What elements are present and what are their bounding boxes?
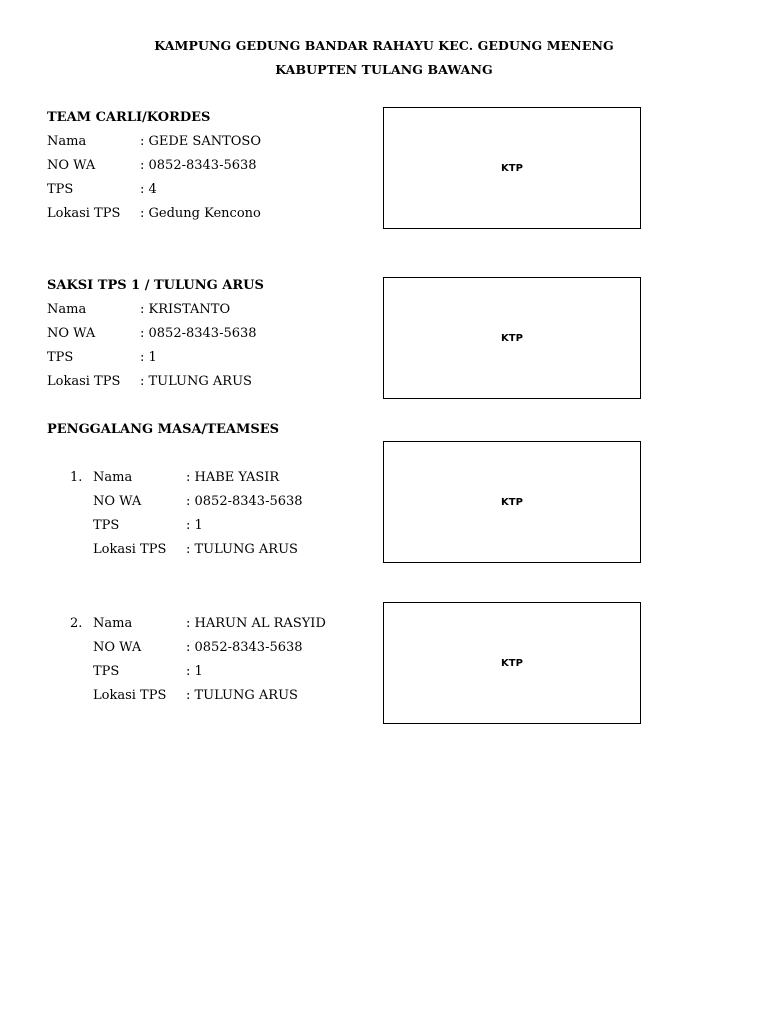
no-wa-value: : 0852-8343-5638	[186, 494, 303, 509]
document-title-line1: KAMPUNG GEDUNG BANDAR RAHAYU KEC. GEDUNG MENENG	[154, 38, 614, 53]
nama-value: : HARUN AL RASYID	[186, 616, 326, 631]
list-number: 2.	[70, 616, 83, 631]
list-number: 1.	[70, 470, 83, 485]
no-wa-label: NO WA	[47, 326, 96, 341]
ktp-photo-box-saksi	[383, 277, 641, 399]
ktp-photo-box-member1	[383, 441, 641, 563]
tps-value: : 1	[186, 664, 203, 679]
no-wa-value: : 0852-8343-5638	[186, 640, 303, 655]
ktp-label: KTP	[501, 332, 523, 344]
nama-value: : GEDE SANTOSO	[140, 134, 261, 149]
nama-label: Nama	[93, 616, 133, 631]
ktp-photo-box-member2	[383, 602, 641, 724]
tps-label: TPS	[93, 664, 120, 679]
tps-value: : 1	[186, 518, 203, 533]
ktp-label: KTP	[501, 657, 523, 669]
tps-label: TPS	[47, 350, 74, 365]
no-wa-label: NO WA	[93, 640, 142, 655]
tps-label: TPS	[47, 182, 74, 197]
lokasi-label: Lokasi TPS	[93, 542, 167, 557]
team-heading: TEAM CARLI/KORDES	[47, 110, 211, 125]
tps-value: : 4	[140, 182, 157, 197]
nama-label: Nama	[93, 470, 133, 485]
lokasi-label: Lokasi TPS	[47, 206, 121, 221]
lokasi-value: : Gedung Kencono	[140, 206, 261, 221]
no-wa-value: : 0852-8343-5638	[140, 158, 257, 173]
penggalang-heading: PENGGALANG MASA/TEAMSES	[47, 422, 280, 437]
ktp-photo-box-team	[383, 107, 641, 229]
no-wa-label: NO WA	[93, 494, 142, 509]
lokasi-value: : TULUNG ARUS	[186, 542, 298, 557]
no-wa-value: : 0852-8343-5638	[140, 326, 257, 341]
nama-label: Nama	[47, 134, 87, 149]
nama-label: Nama	[47, 302, 87, 317]
document-title-line2: KABUPTEN TULANG BAWANG	[275, 62, 493, 77]
nama-value: : KRISTANTO	[140, 302, 231, 317]
tps-label: TPS	[93, 518, 120, 533]
nama-value: : HABE YASIR	[186, 470, 280, 485]
lokasi-value: : TULUNG ARUS	[140, 374, 252, 389]
tps-value: : 1	[140, 350, 157, 365]
saksi-heading: SAKSI TPS 1 / TULUNG ARUS	[47, 278, 264, 293]
lokasi-label: Lokasi TPS	[93, 688, 167, 703]
no-wa-label: NO WA	[47, 158, 96, 173]
ktp-label: KTP	[501, 162, 523, 174]
lokasi-label: Lokasi TPS	[47, 374, 121, 389]
lokasi-value: : TULUNG ARUS	[186, 688, 298, 703]
ktp-label: KTP	[501, 496, 523, 508]
